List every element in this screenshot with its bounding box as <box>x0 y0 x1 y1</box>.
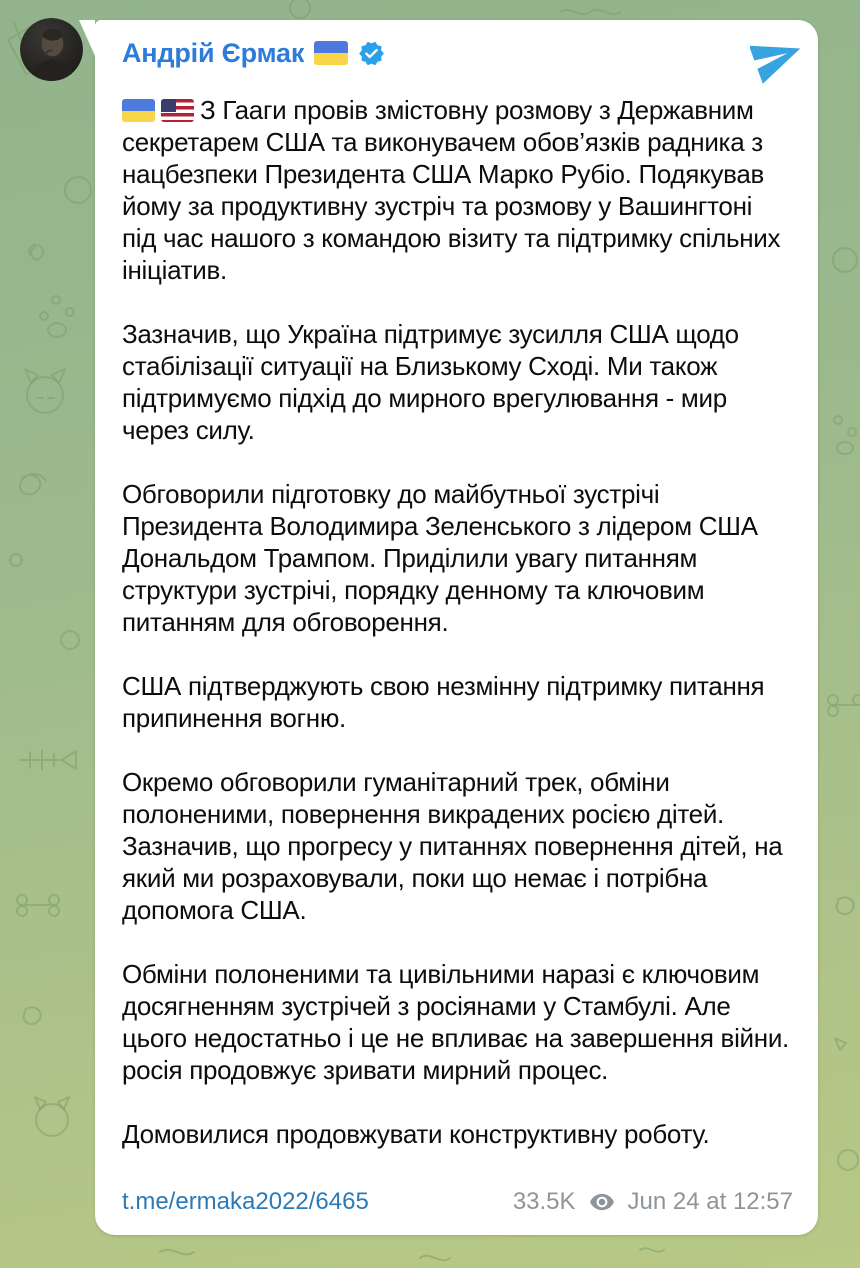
avatar-photo <box>20 18 83 81</box>
telegram-plane-icon <box>750 30 804 84</box>
message-paragraph <box>122 318 793 446</box>
message-paragraph <box>122 94 793 286</box>
channel-name[interactable]: Андрій Єрмак <box>122 37 305 68</box>
paragraph-text: Зазначив, що Україна підтримує зусилля США щодо стабілізації ситуації на Близькому Сході. Ми також підтримуємо підхід до мирного врегулювання - мир через силу. <box>122 319 739 445</box>
paragraph-text: Домовилися продовжувати конструктивну роботу. <box>122 1119 710 1149</box>
message-paragraph <box>122 958 793 1086</box>
paragraph-text: Окремо обговорили гуманітарний трек, обміни полоненими, повернення викрадених росією дітей. Зазначив, що прогресу у питаннях повернення дітей, на який ми розраховували, поки що немає і потрібна допомога США. <box>122 767 783 925</box>
flag-stripe-blue <box>122 99 155 111</box>
timestamp: Jun 24 at 12:57 <box>627 1188 793 1215</box>
flag-canton <box>161 99 176 112</box>
flag-stripe-yellow <box>122 111 155 123</box>
ukraine-flag-icon <box>314 41 348 65</box>
message-paragraph <box>122 670 793 734</box>
paragraph-text: Обміни полоненими та цивільними наразі є ключовим досягненням зустрічей з росіянами у Стамбулі. Але цього недостатньо і це не впливає на завершення війни. росія продовжує зривати мирний процес. <box>122 959 789 1085</box>
eye-icon <box>589 1189 615 1215</box>
paragraph-text: США підтверджують свою незмінну підтримку питання припинення вогню. <box>122 671 765 733</box>
avatar[interactable] <box>20 18 83 81</box>
us-flag-icon <box>161 99 194 122</box>
message-paragraph <box>122 1118 793 1150</box>
message-paragraph <box>122 478 793 638</box>
flag-stripe-yellow <box>314 53 348 65</box>
view-count: 33.5K <box>512 1188 576 1215</box>
flag-stripe-blue <box>314 41 348 53</box>
message-text <box>122 94 793 1150</box>
ukraine-flag-icon <box>122 99 155 122</box>
message-bubble <box>95 20 818 1235</box>
message-paragraph <box>122 766 793 926</box>
post-footer <box>122 1185 793 1219</box>
post-meta <box>513 1188 793 1216</box>
paragraph-text: Обговорили підготовку до майбутньої зустрічі Президента Володимира Зеленського з лідером США Дональдом Трампом. Приділили увагу питанням структури зустрічі, порядку денному та ключовим питанням для обговорення. <box>122 479 758 637</box>
channel-header <box>122 36 793 70</box>
post-link[interactable]: t.me/ermaka2022/6465 <box>122 1188 369 1215</box>
verified-badge-icon <box>358 40 385 67</box>
paragraph-text: З Гааги провів змістовну розмову з Державним секретарем США та виконувачем обов’язків радника з нацбезпеки Президента США Марко Рубіо. Подякував йому за продуктивну зустріч та розмову у Вашингтоні під час нашого з командою візиту та підтримку спільних ініціатив. <box>122 95 781 285</box>
